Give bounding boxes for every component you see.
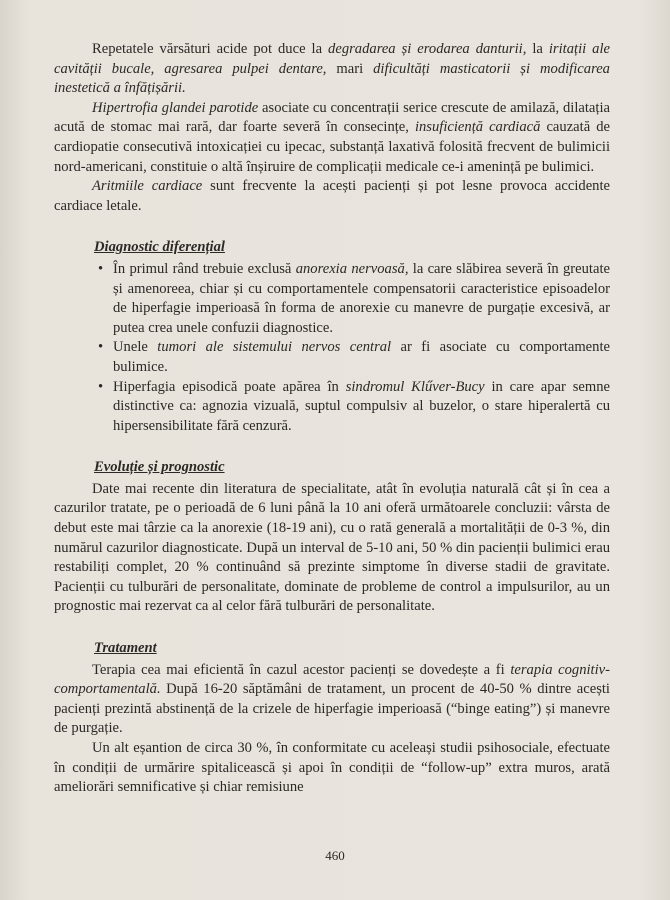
italic-run: Hipertrofia glandei parotide [92,99,259,116]
text-run: Hiperfagia episodică poate apărea în [113,378,346,395]
italic-run: anorexia nervoasă, [295,260,409,277]
text-run: la care slăbirea severă în greutate și amenoreea, chiar și cu comportamentele compensatorii caracteristice episoadelor de hiperfagie imperioasă în forma de anorexie cu manevre de purgație excesivă, ar putea crea unele confuzii diagnostice. [113,260,610,336]
list-item [54,338,610,377]
bullet-icon: • [98,378,104,395]
paragraph [54,40,610,99]
text-run: ar fi asociate cu comportamente bulimice. [113,339,610,375]
text-run: in care apar semne distinctive ca: agnozia vizuală, suptul compulsiv al buzelor, o stare hiperalertă cu hipersensibilitate fără cenzură. [113,378,610,434]
text-run: În primul rând trebuie exclusă [113,260,296,277]
text-run: sunt frecvente la acești pacienți și pot lesne provoca accidente cardiace letale. [54,178,611,214]
text-run: Un alt eșantion de circa 30 %, în conformitate cu aceleași studii psihosociale, efectuate în condiții de urmărire spitalicească și apoi în condiții de “follow-up” extra muros, arată ameliorări semnificative și chiar remisiune [54,740,610,796]
diagnostic-section [54,238,610,436]
text-run: mari [326,60,374,77]
bullet-list [54,260,610,436]
tratament-section [54,639,610,798]
text-run: Unele [113,339,158,356]
italic-run: Aritmiile cardiace [92,178,203,195]
paragraph [54,661,610,739]
section-heading: Evoluție și prognostic [94,459,225,476]
text-run: După 16-20 săptămâni de tratament, un procent de 40-50 % dintre acești pacienți prezintă abstinență de la crizele de hiperfagie imperioasă (“binge eating”) și manevre de purgație. [54,681,610,737]
list-item [54,260,610,338]
page-number: 460 [325,848,345,863]
italic-run: terapia cognitiv-comportamentală. [54,661,610,698]
text-run: Repetatele vărsături acide pot duce la [92,41,329,57]
evolutie-section [54,458,610,617]
text-run: Terapia cea mai eficientă în cazul acestor pacienți se dovedește a fi [92,661,511,678]
intro-block [54,40,610,216]
paragraph [54,177,610,216]
section-heading: Tratament [94,640,157,657]
italic-run: sindromul Klűver-Bucy [345,378,485,395]
bullet-icon: • [98,260,104,277]
section-heading: Diagnostic diferențial [94,239,225,256]
italic-run: tumori ale sistemului nervos central [157,339,392,356]
italic-run: degradarea și erodarea danturii, [328,41,527,57]
text-run: la [526,41,549,57]
italic-run: insuficiență cardiacă [414,119,541,136]
bullet-icon: • [98,339,104,356]
text-run: asociate cu concentrații serice crescute de amilază, dilatația acută de stomac mai rară, dar foarte severă în consecințe, [54,99,610,136]
page-body [54,40,610,798]
text-run: cauzată de cardiopatie consecutivă intoxicației cu ipecac, substanță laxativă folosită frecvent de bulimicii nord-americani, constituie o altă înșiruire de complicații medicale ce-i amenință pe bulimici. [54,119,611,175]
paragraph [54,480,610,617]
italic-run: dificultăți masticatorii și modificarea inestetică a înfățișării. [54,60,610,97]
italic-run: iritații ale cavității bucale, agresarea pulpei dentare, [54,41,610,77]
list-item [54,378,610,437]
paragraph [54,739,610,798]
text-run: Date mai recente din literatura de specialitate, atât în evoluția naturală cât și în cea a cazurilor tratate, pe o perioadă de 6 luni până la 10 ani oferă următoarele concluzii: vârsta de debut este mai târzie ca la anorexie (18-19 ani), cu o rată generală a mortalității de 0-3 %, din numărul cazurilor diagnosticate. După un interval de 5-10 ani, 50 % din pacienții bulimici erau restabiliți complet, 20 % continuând să prezinte simptome în diverse stadii de gravitate. Pacienții cu tulburări de personalitate, dominate de probleme de control a impulsurilor, au un prognostic mai rezervat ca al celor fără tulburări de personalitate. [54,480,610,615]
paragraph [54,99,610,177]
